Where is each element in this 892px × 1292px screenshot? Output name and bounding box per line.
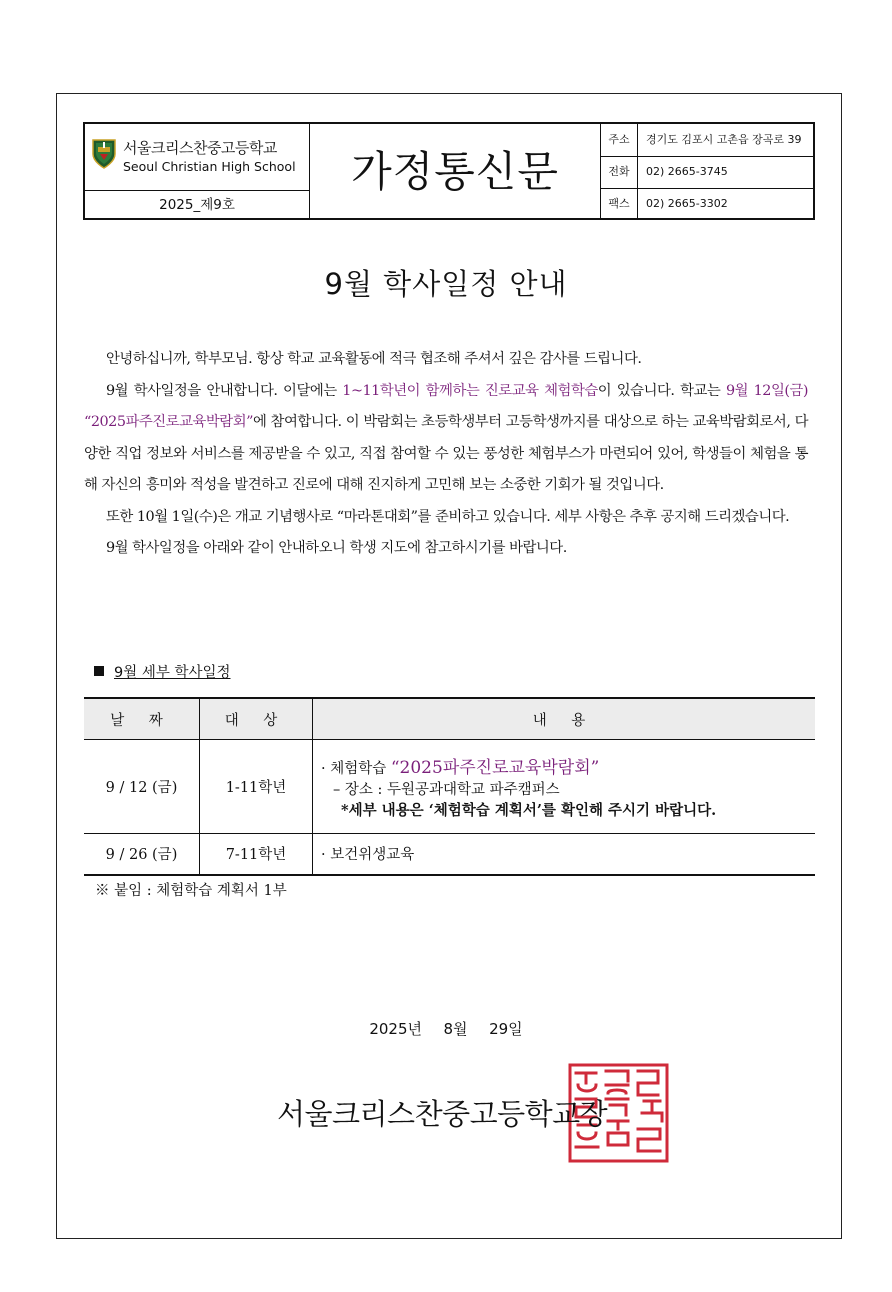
table-row	[84, 740, 815, 834]
event-text-b: 이 있습니다. 학교는	[597, 382, 726, 399]
table-row	[84, 834, 815, 875]
attachment-note: ※ 붙임 : 체험학습 계획서 1부	[95, 883, 287, 899]
column-header-date: 날 짜	[84, 698, 200, 740]
row-content: · 보건위생교육	[313, 834, 816, 875]
fax-value: 02) 2665-3302	[646, 197, 728, 210]
row-target: 1-11학년	[200, 740, 313, 834]
content-line-3: *세부 내용은 ‘체험학습 계획서’를 확인해 주시기 바랍니다.	[341, 802, 717, 819]
page-title: 9월 학사일정 안내	[324, 267, 568, 301]
event-highlight-grades: 1~11학년이 함께하는 진로교육 체험학습	[342, 382, 598, 399]
document-type-title: 가정통신문	[351, 147, 559, 196]
school-name-english: Seoul Christian High School	[123, 159, 296, 174]
address-value: 경기도 김포시 고촌읍 장곡로 39	[646, 133, 802, 146]
row-target: 7-11학년	[200, 834, 313, 875]
schedule-heading	[94, 661, 231, 682]
content-line-2: – 장소 : 두원공과대학교 파주캠퍼스	[333, 782, 560, 798]
school-name-korean: 서울크리스찬중고등학교	[123, 139, 277, 157]
schedule-heading-text: 9월 세부 학사일정	[114, 665, 231, 681]
square-bullet-icon	[94, 666, 104, 676]
row-date: 9 / 12 (금)	[84, 740, 200, 834]
schedule-table	[84, 697, 815, 876]
principal-signature: 서울크리스찬중고등학교장	[277, 1097, 608, 1131]
event-text-c: 에 참여합니다. 이 박람회는 초등학생부터 고등학생까지를 대상으로 하는 교육박람회로서, 다양한 직업 정보와 서비스를 제공받을 수 있고, 직접 참여할 수 있는 풍성한 체험부스가 마련되어 있어, 학생들이 체험을 통해 자신의 흥미와 적성을 발견하고 진로에 대해 진지하게 고민해 보는 소중한 기회가 될 것입니다.	[84, 414, 808, 493]
fax-label: 팩스	[608, 197, 630, 210]
school-logo-icon	[91, 138, 117, 170]
content-highlight: “2025파주진로교육박람회”	[390, 758, 600, 778]
school-identity	[85, 124, 309, 190]
letterhead	[83, 122, 815, 220]
marathon-paragraph: 또한 10월 1일(수)은 개교 기념행사로 “마라톤대회”를 준비하고 있습니다. 세부 사항은 추후 공지해 드리겠습니다.	[106, 508, 790, 525]
table-header-row	[84, 698, 815, 740]
letter-body	[84, 344, 808, 565]
phone-label: 전화	[608, 165, 630, 178]
event-paragraph	[84, 376, 808, 502]
column-header-content: 내 용	[313, 698, 816, 740]
closing-paragraph: 9월 학사일정을 아래와 같이 안내하오니 학생 지도에 참고하시기를 바랍니다.	[106, 540, 567, 556]
row-content	[313, 740, 816, 834]
address-label: 주소	[608, 133, 630, 146]
row-date: 9 / 26 (금)	[84, 834, 200, 875]
greeting-paragraph: 안녕하십니까, 학부모님. 항상 학교 교육활동에 적극 협조해 주셔서 깊은 감사를 드립니다.	[106, 351, 642, 367]
issue-number: 2025_제9호	[159, 197, 235, 213]
phone-value: 02) 2665-3745	[646, 165, 728, 178]
content-prefix: · 체험학습	[321, 761, 391, 777]
event-highlight-fair: 9월 12일(금) “2025파주진로교육박람회”	[84, 382, 808, 430]
content-line-1	[321, 753, 815, 778]
column-header-target: 대 상	[200, 698, 313, 740]
event-text-a: 9월 학사일정을 안내합니다. 이달에는	[106, 382, 343, 399]
issue-date: 2025년 8월 29일	[369, 1020, 523, 1038]
